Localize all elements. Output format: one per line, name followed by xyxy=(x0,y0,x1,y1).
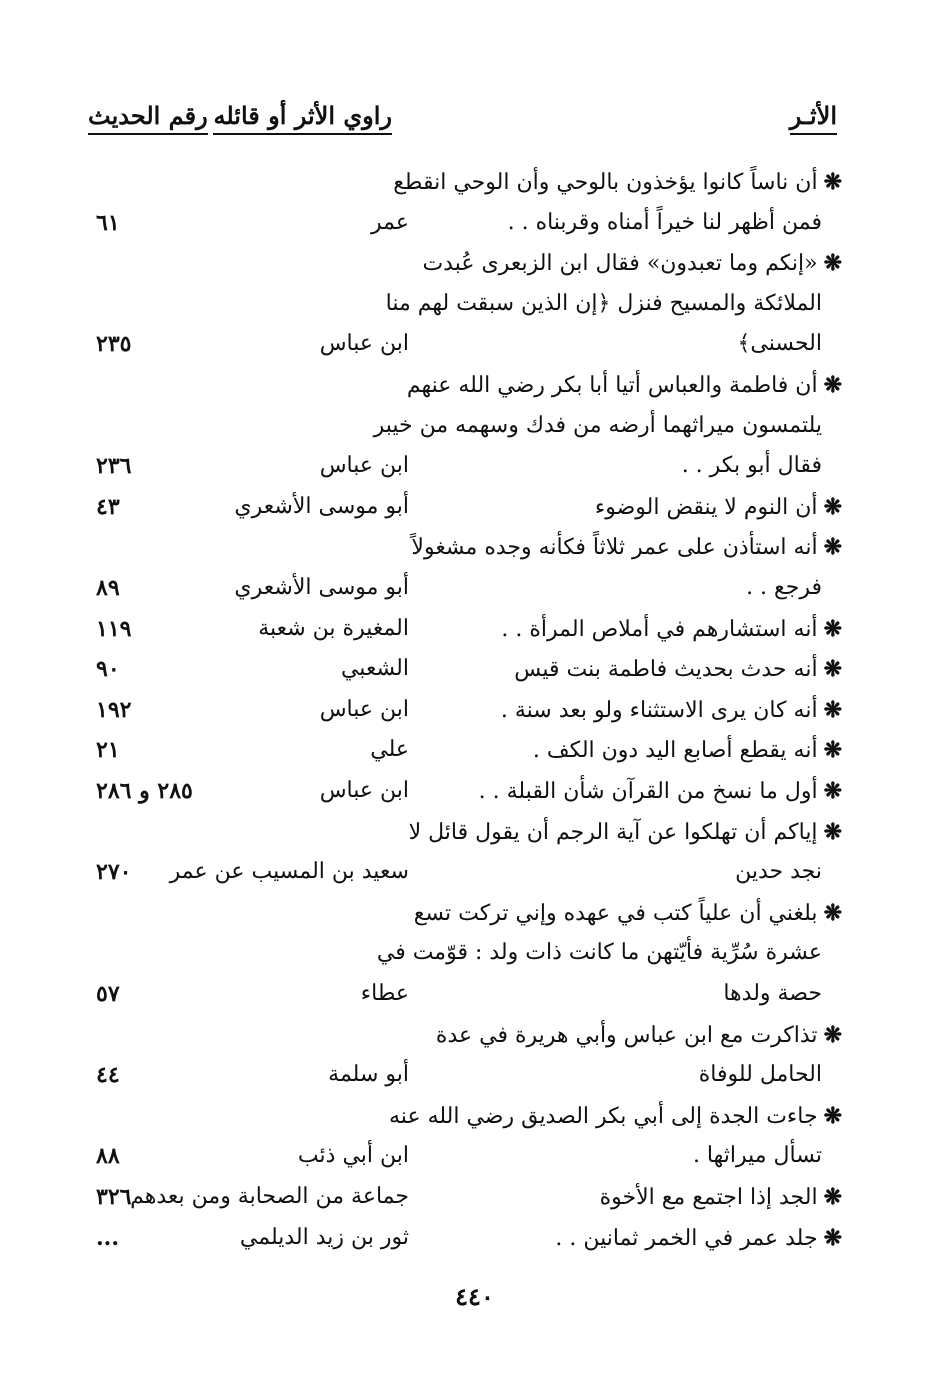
entry-narrator: ابن عباس xyxy=(319,453,409,479)
entry-text xyxy=(501,615,842,643)
entry-hadith-number: ١٩٢ xyxy=(96,696,132,723)
entry-text-continued xyxy=(735,858,822,886)
entry-text-content: فقال أبو بكر . . xyxy=(681,453,822,479)
entry-text-content: أنه استشارهم في أملاص المرأة . . xyxy=(501,616,818,642)
entry-text-continued xyxy=(723,980,822,1008)
entry-narrator: الشعبي xyxy=(340,656,409,682)
page-number: ٤٤٠ xyxy=(455,1282,494,1311)
entry-narrator: عمر xyxy=(371,209,409,235)
entry-text xyxy=(414,899,842,927)
entry-narrator: عطاء xyxy=(360,981,409,1006)
entry-text-content: جاءت الجدة إلى أبي بكر الصديق رضي الله عنه xyxy=(389,1103,818,1129)
entry-narrator: ابن أبي ذئب xyxy=(297,1143,409,1169)
entry-hadith-number: ٢٣٥ xyxy=(96,331,132,358)
asterisk-icon: ❋ xyxy=(823,1102,842,1129)
entry-narrator: جماعة من الصحابة ومن بعدهم xyxy=(130,1184,409,1209)
entry-hadith-number: ٦١ xyxy=(96,209,120,236)
asterisk-icon: ❋ xyxy=(823,1021,842,1048)
entry-hadith-number: ٩٠ xyxy=(96,656,120,683)
entry-text-content: الملائكة والمسيح فنزل ﴿إن الذين سبقت لهم منا xyxy=(385,290,822,316)
asterisk-icon: ❋ xyxy=(823,899,842,926)
entry-text xyxy=(422,249,842,277)
entry-text-content: أنه كان يرى الاستثناء ولو بعد سنة . xyxy=(500,697,818,723)
entry-narrator: علي xyxy=(370,737,409,763)
entry-text-continued xyxy=(386,290,822,318)
entry-narrator: أبو موسى الأشعري xyxy=(234,575,409,600)
entry-text-content: تذاكرت مع ابن عباس وأبي هريرة في عدة xyxy=(435,1022,818,1048)
asterisk-icon: ❋ xyxy=(823,1184,842,1210)
entry-text-content: فرجع . . xyxy=(746,575,822,600)
entry-text-content: حصة ولدها xyxy=(723,981,822,1006)
asterisk-icon: ❋ xyxy=(823,737,842,764)
entry-text-continued xyxy=(682,452,822,480)
asterisk-icon: ❋ xyxy=(823,615,842,642)
entry-text xyxy=(436,1021,842,1049)
entry-narrator: أبو موسى الأشعري xyxy=(234,493,409,519)
entry-text xyxy=(479,777,842,805)
entry-narrator: ابن عباس xyxy=(319,778,409,803)
asterisk-icon: ❋ xyxy=(823,169,842,195)
entry-text-content: جلد عمر في الخمر ثمانين . . xyxy=(555,1225,818,1251)
entry-narrator: سعيد بن المسيب عن عمر xyxy=(169,859,409,885)
entry-narrator: ابن عباس xyxy=(319,696,409,722)
entry-text-content: الحسنى﴾ xyxy=(737,331,822,357)
entry-text-content: الجد إذا اجتمع مع الأخوة xyxy=(599,1185,818,1210)
entry-hadith-number: ٢٣٦ xyxy=(96,453,132,480)
entry-hadith-number: ١١٩ xyxy=(96,615,132,642)
asterisk-icon: ❋ xyxy=(823,818,842,845)
entry-narrator: ابن عباس xyxy=(319,331,409,357)
entry-text xyxy=(514,655,842,683)
entry-text-content: «إنكم وما تعبدون» فقال ابن الزبعرى عُبدت xyxy=(422,251,818,277)
entry-text-continued xyxy=(693,1142,822,1170)
entry-text xyxy=(600,1183,842,1211)
entry-hadith-number: ٨٨ xyxy=(96,1143,120,1170)
entry-text-content: فمن أظهر لنا خيراً أمناه وقربناه . . xyxy=(507,209,822,235)
header-narrator: راوي الأثر أو قائله xyxy=(213,100,392,132)
entry-hadith-number: ٨٩ xyxy=(96,575,120,601)
entry-hadith-number: ٢١ xyxy=(96,737,120,764)
entry-text-content: إياكم أن تهلكوا عن آية الرجم أن يقول قائل لا xyxy=(408,819,818,845)
entry-hadith-number: ٤٣ xyxy=(96,493,120,520)
entry-text xyxy=(389,1102,842,1130)
entry-text-content: أول ما نسخ من القرآن شأن القبلة . . xyxy=(478,779,818,804)
entry-text-content: الحامل للوفاة xyxy=(698,1062,822,1088)
asterisk-icon: ❋ xyxy=(823,493,842,520)
asterisk-icon: ❋ xyxy=(823,696,842,723)
entry-text xyxy=(409,818,842,846)
asterisk-icon: ❋ xyxy=(823,250,842,277)
entry-hadith-number: ٣٢٦ xyxy=(96,1184,132,1210)
entry-text-content: بلغني أن علياً كتب في عهده وإني تركت تسع xyxy=(413,900,818,926)
entry-text-content: نجد حدين xyxy=(735,859,822,885)
entry-text-continued xyxy=(508,209,822,237)
entry-narrator: أبو سلمة xyxy=(328,1062,409,1088)
entry-text-continued xyxy=(377,939,822,967)
entry-hadith-number: ٢٧٠ xyxy=(96,859,132,886)
asterisk-icon: ❋ xyxy=(823,656,842,683)
entry-text xyxy=(393,168,842,196)
entry-text-content: أن فاطمة والعباس أتيا أبا بكر رضي الله عنهم xyxy=(406,373,818,398)
entry-hadith-number: ٤٤ xyxy=(96,1062,120,1089)
entry-hadith-number: ... xyxy=(96,1224,119,1251)
entry-text-content: أن ناساً كانوا يؤخذون بالوحي وأن الوحي انقطع xyxy=(393,170,818,195)
entry-text-continued xyxy=(374,412,822,440)
header-hadith-number: رقم الحديث xyxy=(88,100,208,132)
entry-text-content: تسأل ميراثها . xyxy=(692,1143,822,1169)
entry-hadith-number: ٢٨٥ و ٢٨٦ xyxy=(96,778,193,804)
entry-text-content: أن النوم لا ينقض الوضوء xyxy=(594,494,818,520)
entry-text-continued xyxy=(699,1061,822,1089)
asterisk-icon: ❋ xyxy=(823,534,842,561)
entry-text-content: أنه استأذن على عمر ثلاثاً فكأنه وجده مشغولاً xyxy=(411,535,818,561)
asterisk-icon: ❋ xyxy=(823,778,842,804)
entry-text xyxy=(501,696,842,724)
entry-text xyxy=(407,371,842,399)
header-athar: الأثـر xyxy=(790,100,837,132)
entry-hadith-number: ٥٧ xyxy=(96,981,120,1007)
entry-text-continued xyxy=(737,330,822,358)
entry-text xyxy=(595,493,842,521)
entry-narrator: المغيرة بن شعبة xyxy=(258,615,409,641)
entry-text-content: أنه حدث بحديث فاطمة بنت قيس xyxy=(514,657,818,683)
asterisk-icon: ❋ xyxy=(823,372,842,398)
entry-text xyxy=(411,533,842,561)
entry-text xyxy=(533,736,842,764)
entry-text-content: يلتمسون ميراثهما أرضه من فدك وسهمه من خيبر xyxy=(373,412,822,438)
entry-text-content: عشرة سُرِّية فأيّتهن ما كانت ذات ولد : قوّمت في xyxy=(376,940,822,966)
entry-text-continued xyxy=(746,574,822,602)
entry-text-content: أنه يقطع أصابع اليد دون الكف . xyxy=(532,738,818,764)
entry-narrator: ثور بن زيد الديلمي xyxy=(239,1224,409,1250)
entry-text xyxy=(555,1224,842,1252)
asterisk-icon: ❋ xyxy=(823,1224,842,1251)
